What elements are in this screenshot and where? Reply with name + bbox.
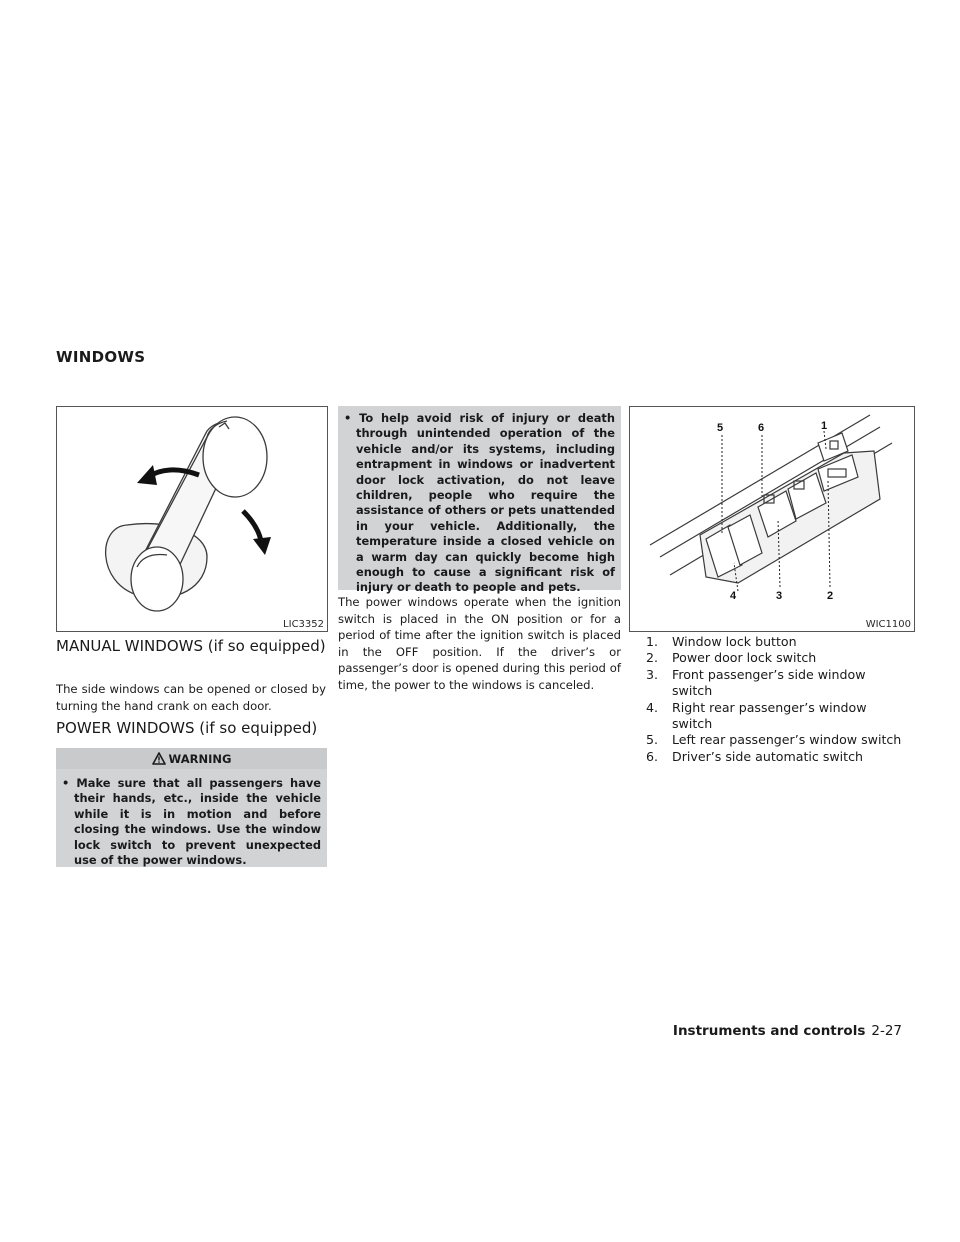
- callout-3: 3: [776, 590, 783, 602]
- switch-legend: [646, 634, 906, 765]
- section-title: WINDOWS: [56, 348, 146, 366]
- power-windows-body: The power windows operate when the ignition switch is placed in the ON position or for a period of time after the ignition switch is placed in the OFF position. If the driver’s or passenger’s door is opened during this period of time, the power to the windows is canceled.: [338, 595, 621, 692]
- list-item: 3. Front passenger’s side window switch: [646, 666, 866, 699]
- manual-windows-body: The side windows can be opened or closed by turning the hand crank on each door.: [56, 682, 326, 713]
- callout-1: 1: [821, 420, 828, 432]
- window-switch-illustration: [630, 407, 914, 631]
- manual-windows-heading: MANUAL WINDOWS (if so equipped): [56, 637, 326, 655]
- figure-code: LIC3352: [283, 619, 324, 630]
- callout-6: 6: [758, 422, 765, 434]
- list-item: 4. Right rear passenger’s window switch: [646, 699, 867, 732]
- figure-code: WIC1100: [865, 619, 911, 630]
- warning-item-1-text: Make sure that all passengers have their hands, etc., inside the vehicle while it is in motion and before closing the windows. Use the window lock switch to prevent unexpected use of the power windows.: [74, 776, 321, 868]
- warning-label: WARNING: [168, 751, 232, 766]
- list-item: 2. Power door lock switch: [646, 650, 817, 666]
- warning-item-2: [338, 406, 621, 596]
- hand-crank-illustration: [57, 407, 327, 631]
- warning-header: [56, 748, 327, 769]
- list-item: 1. Window lock button: [646, 634, 797, 649]
- window-switch-figure: [629, 406, 915, 632]
- page-number: 2-27: [871, 1023, 902, 1039]
- warning-box-continued: [338, 406, 621, 595]
- rotate-arrow-down: [243, 511, 261, 541]
- page-footer: [673, 1023, 902, 1039]
- warning-item-2-text: To help avoid risk of injury or death through unintended operation of the vehicle and/or its systems, including entrapment in windows or inadvertent door lock activation, do not leave children, people who require the assistance of others or pets unattended in your vehicle. Additionally, the temperature inside a closed vehicle on a warm day can quickly become high enough to cause a significant risk of injury or death to people and pets.: [356, 411, 615, 595]
- warning-item-1: [56, 769, 327, 868]
- list-item: 6. Driver’s side automatic switch: [646, 748, 864, 764]
- callout-5: 5: [717, 422, 724, 434]
- footer-chapter: Instruments and controls: [672, 1023, 866, 1039]
- callout-2: 2: [827, 590, 834, 602]
- warning-bullet: •: [62, 776, 70, 790]
- warning-icon: [152, 752, 166, 765]
- hand-crank-figure: [56, 406, 328, 632]
- warning-box: [56, 748, 327, 867]
- callout-4: 4: [730, 590, 737, 602]
- warning-bullet: •: [344, 411, 352, 425]
- list-item: 5. Left rear passenger’s window switch: [646, 732, 902, 748]
- power-windows-heading: POWER WINDOWS (if so equipped): [56, 719, 318, 737]
